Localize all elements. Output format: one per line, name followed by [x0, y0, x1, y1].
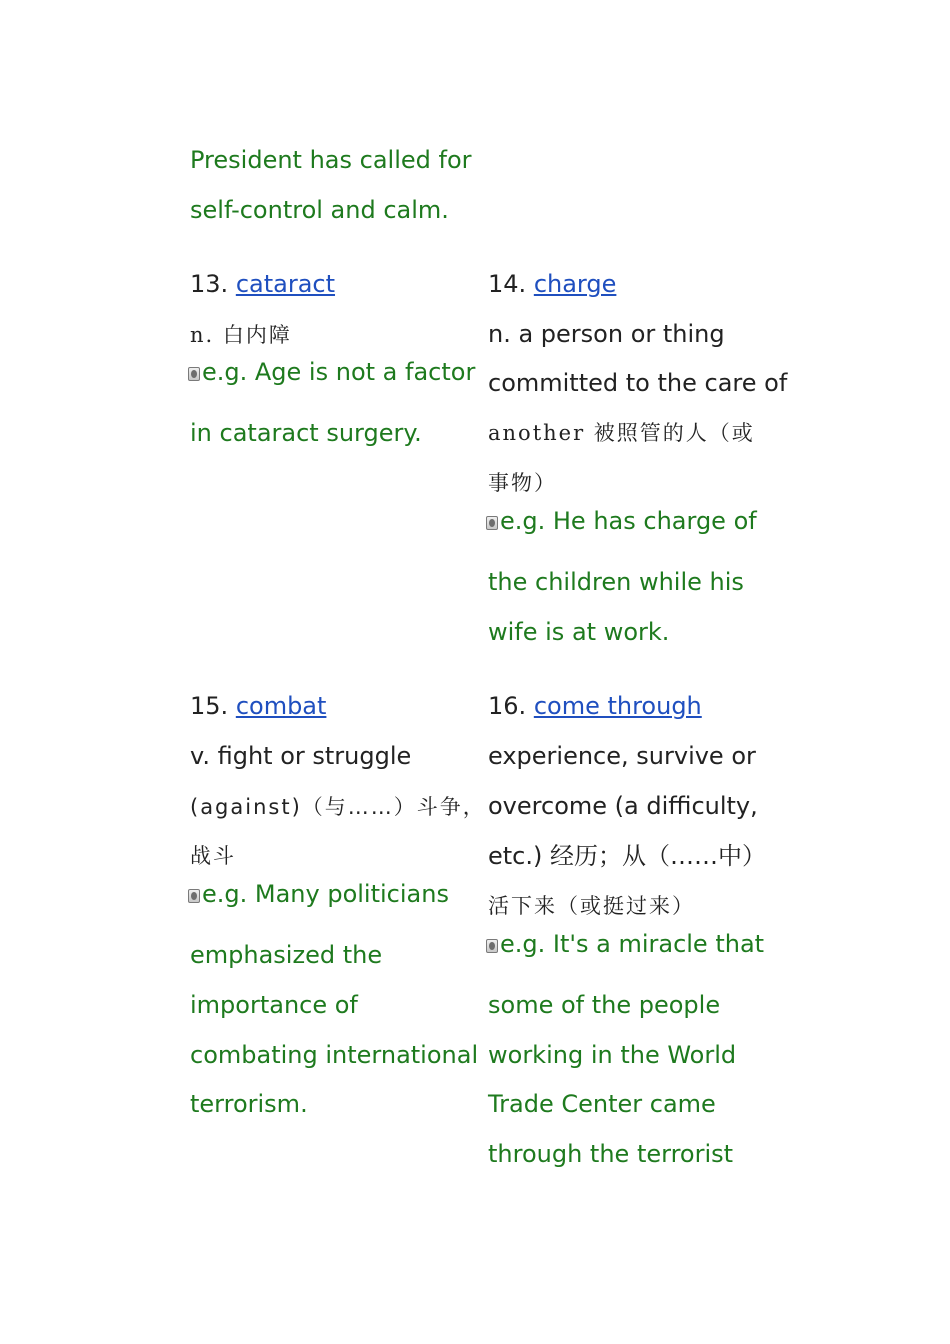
speaker-icon[interactable]: [188, 889, 200, 903]
entry-15-example-line-3: importance of: [190, 991, 358, 1019]
word-link-cataract[interactable]: cataract: [235, 270, 336, 298]
entry-15-definition-line-3: 战斗: [190, 844, 236, 868]
entry-14-example-line-2: the children while his: [488, 568, 744, 596]
intro-line-2: self-control and calm.: [190, 196, 449, 224]
entry-number: 14.: [488, 270, 527, 298]
speaker-icon[interactable]: [486, 516, 498, 530]
entry-number: 15.: [190, 692, 229, 720]
entry-14-definition-line-3: another 被照管的人（或: [488, 421, 755, 445]
entry-16-example-line-5: through the terrorist: [488, 1140, 734, 1168]
entry-16-example-line-4: Trade Center came: [488, 1090, 716, 1118]
entry-16-definition-line-1: experience, survive or: [488, 742, 756, 770]
intro-line-1: President has called for: [190, 146, 472, 174]
entry-15-example-line-2: emphasized the: [190, 941, 383, 969]
entry-14-definition-line-4: 事物）: [488, 471, 557, 495]
speaker-icon[interactable]: [188, 367, 200, 381]
word-link-charge[interactable]: charge: [533, 270, 617, 298]
word-link-combat[interactable]: combat: [235, 692, 327, 720]
entry-14-definition-line-1: n. a person or thing: [488, 320, 725, 348]
entry-16-definition-line-2: overcome (a difficulty,: [488, 792, 758, 820]
entry-15-example-line-4: combating international: [190, 1041, 479, 1069]
entry-number: 16.: [488, 692, 527, 720]
entry-13-heading: [190, 269, 335, 299]
entry-13-example-line-2: in cataract surgery.: [190, 419, 422, 447]
entry-13-example-line-1: e.g. Age is not a factor: [188, 357, 475, 387]
entry-16-example-line-2: some of the people: [488, 991, 721, 1019]
entry-15-definition-line-1: v. fight or struggle: [190, 742, 412, 770]
entry-16-definition-line-4: 活下来（或挺过来）: [488, 894, 695, 918]
entry-15-example-line-5: terrorism.: [190, 1090, 308, 1118]
entry-14-example-line-3: wife is at work.: [488, 618, 670, 646]
entry-14-definition-line-2: committed to the care of: [488, 369, 788, 397]
entry-number: 13.: [190, 270, 229, 298]
entry-14-heading: [488, 269, 616, 299]
speaker-icon[interactable]: [486, 939, 498, 953]
entry-16-definition-line-3: etc.) 经历；从（……中）: [488, 842, 766, 870]
entry-14-example-line-1: e.g. He has charge of: [486, 506, 757, 536]
entry-15-heading: [190, 691, 326, 721]
entry-16-example-line-1: e.g. It's a miracle that: [486, 929, 764, 959]
entry-15-definition-line-2: (against)（与……）斗争，: [190, 795, 486, 819]
entry-16-example-line-3: working in the World: [488, 1041, 737, 1069]
entry-16-heading: [488, 691, 702, 721]
entry-15-example-line-1: e.g. Many politicians: [188, 879, 449, 909]
word-link-come-through[interactable]: come through: [533, 692, 702, 720]
entry-13-definition-line-1: n. 白内障: [190, 323, 292, 347]
